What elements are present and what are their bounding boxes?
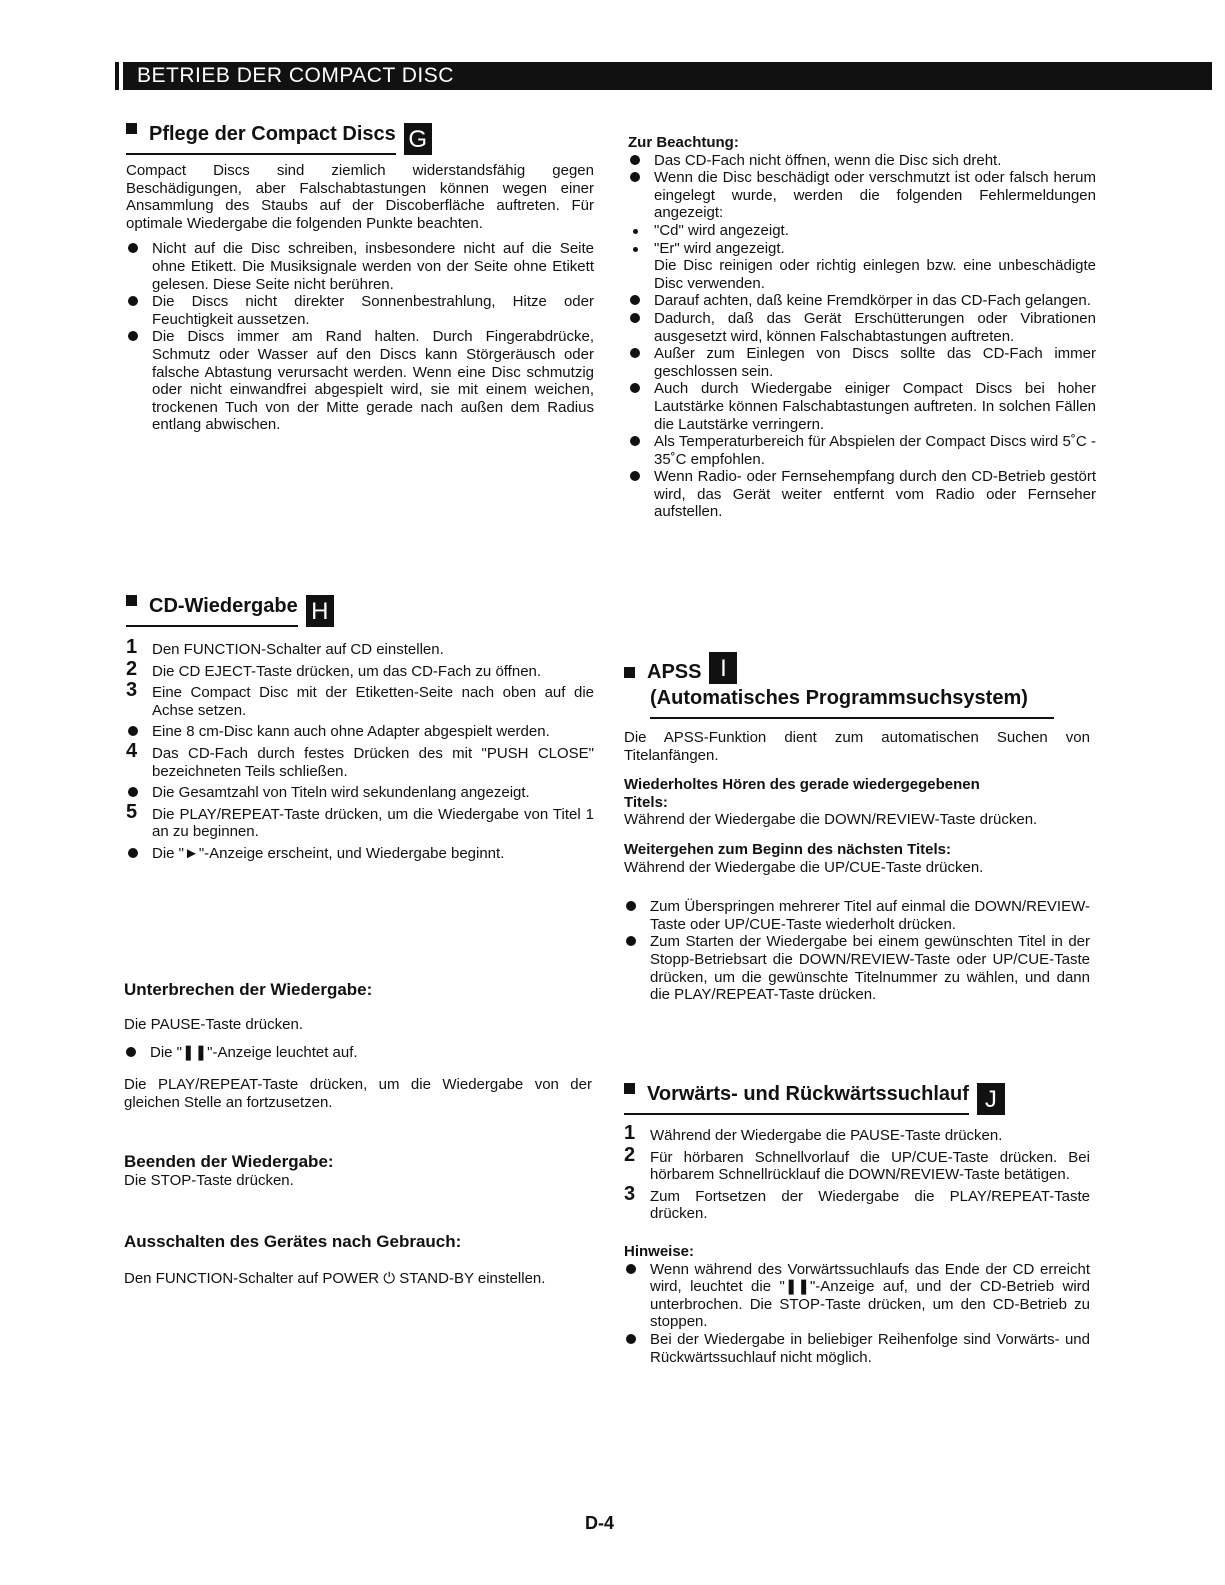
item-text: "Er" wird angezeigt. <box>654 239 785 257</box>
list-item <box>628 292 1096 310</box>
section-cd-wiedergabe <box>126 594 594 867</box>
item-text: Außer zum Einlegen von Discs sollte das CD-Fach immer geschlossen sein. <box>654 345 1096 380</box>
subheading: Ausschalten des Gerätes nach Gebrauch: <box>124 1232 462 1251</box>
list-item <box>124 1044 592 1062</box>
step-number: 3 <box>624 1182 636 1205</box>
step-item <box>624 1143 1090 1184</box>
bullet-icon <box>128 848 138 858</box>
paragraph: Die APSS-Funktion dient zum automatischen Suchen von Titelanfängen. <box>624 729 1090 764</box>
list-item <box>628 345 1096 380</box>
section-heading <box>126 594 594 627</box>
paragraph: Die PAUSE-Taste drücken. <box>124 1016 303 1033</box>
item-text: Die Discs immer am Rand halten. Durch Fingerabdrücke, Schmutz oder Wasser auf den Discs kann Störgeräusch oder falsche Abtastung verursacht werden. Wenn eine Disc schmutzig oder nicht einwandfrei abgespielt wird, sie mit einem weichen, trockenen Tuch von der Mitte gerade nach außen dem Radius entlang abwischen. <box>152 328 594 434</box>
subheading: Weitergehen zum Beginn des nächsten Titels: <box>624 840 952 858</box>
step-item <box>126 636 594 659</box>
paragraph: Die STOP-Taste drücken. <box>124 1172 294 1189</box>
bullet-icon <box>630 155 640 165</box>
list-item <box>126 240 594 293</box>
section-suchlauf <box>624 1082 1090 1366</box>
bullet-icon <box>626 901 636 911</box>
item-text: Die CD EJECT-Taste drücken, um das CD-Fach zu öffnen. <box>152 662 542 680</box>
step-item <box>126 739 594 780</box>
header-divider <box>119 62 123 90</box>
list-item <box>628 433 1096 468</box>
section-subtitle-row <box>624 686 1090 719</box>
bullet-icon <box>626 1264 636 1274</box>
section-heading <box>126 122 594 155</box>
list-item <box>126 328 594 434</box>
item-text: Die "❚❚"-Anzeige leuchtet auf. <box>150 1043 358 1061</box>
section-ausschalten <box>124 1232 592 1288</box>
heading-text: Vorwärts- und Rückwärtssuchlauf <box>647 1083 969 1105</box>
bullet-icon <box>633 229 638 234</box>
item-text: Nicht auf die Disc schreiben, insbesondere nicht auf die Seite ohne Etikett. Die Musiksignale werden von der Seite ohne Etikett gelesen. Diese Seite nicht berühren. <box>152 240 594 293</box>
bullet-icon <box>128 726 138 736</box>
bullet-icon <box>630 383 640 393</box>
item-text: Die Disc reinigen oder richtig einlegen bzw. eine unbeschädigte Disc verwenden. <box>654 257 1096 292</box>
bullet-icon <box>633 247 638 252</box>
intro-paragraph: Compact Discs sind ziemlich widerstandsfähig gegen Beschädigungen, aber Falschabtastungen können wegen einer Ansammlung des Staubs auf der Discoberfläche auftreten. Für optimale Wiedergabe die folgenden Punkte beachten. <box>126 162 594 232</box>
item-text: Das CD-Fach durch festes Drücken des mit "PUSH CLOSE" bezeichneten Teils schließen. <box>152 744 594 780</box>
item-text: Zum Fortsetzen der Wiedergabe die PLAY/REPEAT-Taste drücken. <box>650 1187 1090 1223</box>
page-header-bar <box>115 62 1212 90</box>
paragraph: Während der Wiedergabe die UP/CUE-Taste drücken. <box>624 858 984 876</box>
list-item <box>624 933 1090 1003</box>
item-text: Wenn die Disc beschädigt oder verschmutzt ist oder falsch herum eingelegt wurde, werden die folgenden Fehlermeldungen angezeigt: <box>654 169 1096 222</box>
bullet-icon <box>128 331 138 341</box>
section-badge: G <box>404 123 432 155</box>
heading-text: Pflege der Compact Discs <box>149 123 396 145</box>
item-text: Eine 8 cm-Disc kann auch ohne Adapter abgespielt werden. <box>152 723 550 741</box>
list-item <box>126 293 594 328</box>
item-text: Die Gesamtzahl von Titeln wird sekundenlang angezeigt. <box>152 784 530 802</box>
square-bullet-icon <box>624 1083 635 1094</box>
list-item <box>628 468 1096 521</box>
paragraph: Die PLAY/REPEAT-Taste drücken, um die Wiedergabe von der gleichen Stelle an fortzusetzen. <box>124 1076 592 1111</box>
bullet-icon <box>626 1334 636 1344</box>
square-bullet-icon <box>126 123 137 134</box>
item-text: Die "►"-Anzeige erscheint, und Wiedergabe beginnt. <box>152 844 505 862</box>
item-text: Die Discs nicht direkter Sonnenbestrahlung, Hitze oder Feuchtigkeit aussetzen. <box>152 293 594 328</box>
step-item <box>126 657 594 681</box>
list-item <box>624 898 1090 933</box>
step-item <box>126 800 594 841</box>
list-item <box>126 723 594 741</box>
item-text: Während der Wiedergabe die PAUSE-Taste drücken. <box>650 1127 1003 1144</box>
item-text: Zum Überspringen mehrerer Titel auf einmal die DOWN/REVIEW-Taste oder UP/CUE-Taste wiederholt drücken. <box>650 898 1090 933</box>
step-number: 1 <box>624 1122 636 1144</box>
step-number: 4 <box>126 739 138 762</box>
section-beenden <box>124 1152 592 1190</box>
item-text: Das CD-Fach nicht öffnen, wenn die Disc sich dreht. <box>654 151 1002 169</box>
item-text: Auch durch Wiedergabe einiger Compact Discs bei hoher Lautstärke können Falschabtastungen auftreten. In solchen Fällen die Lautstärke verringern. <box>654 380 1096 433</box>
subheading: Zur Beachtung: <box>628 134 739 151</box>
bullet-icon <box>126 1047 136 1057</box>
bullet-icon <box>128 243 138 253</box>
heading-text: CD-Wiedergabe <box>149 595 298 617</box>
section-heading <box>624 652 1090 684</box>
section-badge: I <box>709 652 737 684</box>
list-item <box>628 152 1096 170</box>
item-text: Wenn Radio- oder Fernsehempfang durch den CD-Betrieb gestört wird, das Gerät weiter entfernt vom Radio oder Fernseher aufstellen. <box>654 468 1096 521</box>
step-item <box>624 1122 1090 1145</box>
item-text: Eine Compact Disc mit der Etiketten-Seite nach oben auf die Achse setzen. <box>152 684 594 719</box>
section-apss <box>624 652 1090 1004</box>
bullet-icon <box>626 936 636 946</box>
item-text: Bei der Wiedergabe in beliebiger Reihenfolge sind Vorwärts- und Rückwärtssuchlauf nicht möglich. <box>650 1330 1090 1366</box>
item-text: Wenn während des Vorwärtssuchlaufs das Ende der CD erreicht wird, leuchtet die "❚❚"-Anzeige auf, und der CD-Betrieb wird unterbrochen. Die STOP-Taste drücken, um den CD-Betrieb zu stoppen. <box>650 1260 1090 1331</box>
subheading: Wiederholtes Hören des gerade wiedergegebenen Titels: <box>624 776 980 811</box>
item-text: "Cd" wird angezeigt. <box>654 221 789 239</box>
page-title: BETRIEB DER COMPACT DISC <box>137 64 454 87</box>
bullet-icon <box>630 172 640 182</box>
item-text: Zum Starten der Wiedergabe bei einem gewünschten Titel in der Stopp-Betriebsart die DOWN/REVIEW-Taste oder UP/CUE-Taste drücken, um die gewünschte Titelnummer zu wählen, und dann die PLAY/REPEAT-Taste drücken. <box>650 933 1090 1004</box>
item-text: Für hörbaren Schnellvorlauf die UP/CUE-Taste drücken. Bei hörbarem Schnellrücklauf die DOWN/REVIEW-Taste betätigen. <box>650 1148 1090 1184</box>
step-number: 2 <box>624 1143 636 1166</box>
subheading: Unterbrechen der Wiedergabe: <box>124 980 373 999</box>
step-item <box>126 679 594 719</box>
subheading: Hinweise: <box>624 1242 695 1260</box>
step-number: 2 <box>126 657 138 680</box>
section-subtitle: (Automatisches Programmsuchsystem) <box>650 686 1054 719</box>
bullet-icon <box>630 295 640 305</box>
item-text: Die PLAY/REPEAT-Taste drücken, um die Wiedergabe von Titel 1 an zu beginnen. <box>152 805 594 841</box>
bullet-icon <box>630 436 640 446</box>
list-item <box>126 845 594 863</box>
paragraph: Den FUNCTION-Schalter auf POWER ⏻ STAND-BY einstellen. <box>124 1270 546 1287</box>
item-text: Den FUNCTION-Schalter auf CD einstellen. <box>152 641 444 658</box>
bullet-icon <box>128 787 138 797</box>
subheading: Beenden der Wiedergabe: <box>124 1152 334 1171</box>
square-bullet-icon <box>126 595 137 606</box>
step-number: 1 <box>126 636 138 658</box>
heading-text: APSS <box>647 661 702 683</box>
step-number: 3 <box>126 679 138 702</box>
section-unterbrechen <box>124 980 592 1111</box>
section-badge: J <box>977 1083 1005 1115</box>
step-number: 5 <box>126 800 138 823</box>
list-item <box>624 1331 1090 1366</box>
page-number: D-4 <box>585 1513 615 1533</box>
list-item <box>126 784 594 802</box>
list-item <box>628 257 1096 292</box>
item-text: Als Temperaturbereich für Abspielen der Compact Discs wird 5˚C - 35˚C empfohlen. <box>654 433 1096 468</box>
square-bullet-icon <box>624 667 635 678</box>
step-item <box>624 1182 1090 1223</box>
bullet-icon <box>630 348 640 358</box>
list-item <box>624 1261 1090 1331</box>
section-heading <box>624 1082 1090 1115</box>
paragraph: Während der Wiedergabe die DOWN/REVIEW-Taste drücken. <box>624 811 1038 829</box>
bullet-icon <box>630 313 640 323</box>
list-item <box>628 222 1096 240</box>
list-item <box>628 310 1096 345</box>
bullet-icon <box>630 471 640 481</box>
list-item <box>628 169 1096 222</box>
bullet-icon <box>128 296 138 306</box>
list-item <box>628 380 1096 433</box>
section-zur-beachtung <box>628 134 1096 521</box>
item-text: Dadurch, daß das Gerät Erschütterungen oder Vibrationen ausgesetzt wird, können Falschabtastungen auftreten. <box>654 309 1096 345</box>
list-item <box>628 240 1096 258</box>
item-text: Darauf achten, daß keine Fremdkörper in das CD-Fach gelangen. <box>654 292 1091 310</box>
section-badge: H <box>306 595 334 627</box>
section-pflege <box>126 122 594 434</box>
